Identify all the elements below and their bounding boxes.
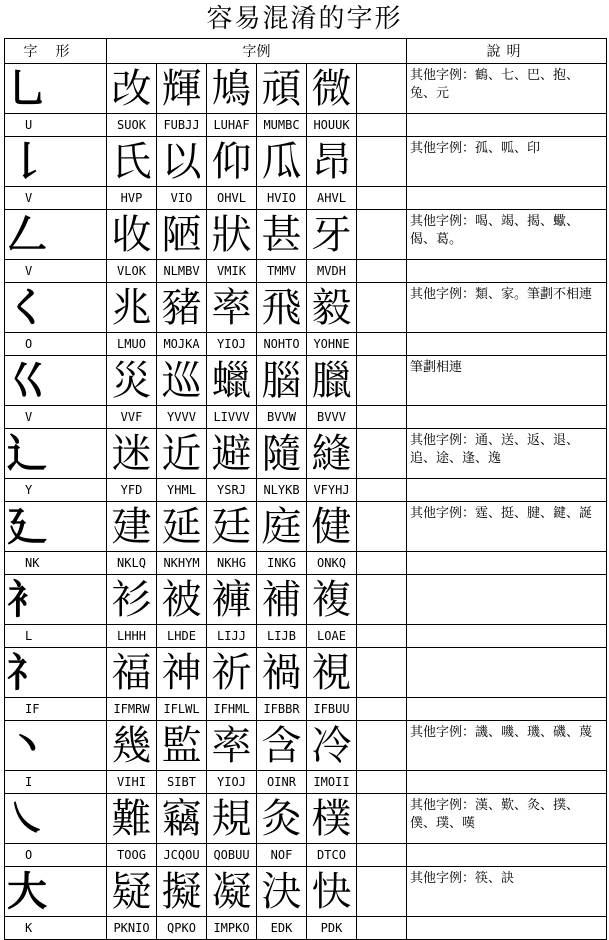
example-char: 福	[107, 648, 157, 698]
spacer-cell	[357, 210, 407, 260]
example-char: 被	[157, 575, 207, 625]
radical-code: O	[5, 333, 107, 356]
spacer-cell	[357, 867, 407, 917]
explanation-note: 筆劃相連	[407, 356, 607, 406]
cangjie-code: SUOK	[107, 114, 157, 137]
code-row	[5, 698, 607, 721]
explanation-note: 其他字例：喝、竭、揭、蠍、偈、葛。	[407, 210, 607, 260]
radical-glyph: 乚	[5, 64, 107, 114]
radical-glyph: ㇏	[5, 794, 107, 844]
code-row	[5, 333, 607, 356]
example-char: 視	[307, 648, 357, 698]
cangjie-code: HVP	[107, 187, 157, 210]
spacer-cell	[357, 114, 407, 137]
radical-glyph: 辶	[5, 429, 107, 479]
radical-glyph: 廴	[5, 502, 107, 552]
header-form: 字形	[5, 39, 107, 64]
code-row	[5, 114, 607, 137]
cangjie-code: NKLQ	[107, 552, 157, 575]
explanation-note: 其他字例：霆、挺、腱、鍵、誕	[407, 502, 607, 552]
example-char: 微	[307, 64, 357, 114]
example-char: 冷	[307, 721, 357, 771]
cangjie-code: IFBUU	[307, 698, 357, 721]
example-char: 決	[257, 867, 307, 917]
cangjie-code: IFHML	[207, 698, 257, 721]
spacer-cell	[357, 260, 407, 283]
cangjie-code: IFLWL	[157, 698, 207, 721]
example-char: 複	[307, 575, 357, 625]
cangjie-code: ONKQ	[307, 552, 357, 575]
radical-code: O	[5, 844, 107, 867]
cangjie-code: TOOG	[107, 844, 157, 867]
example-char: 頑	[257, 64, 307, 114]
cangjie-code: MVDH	[307, 260, 357, 283]
spacer-cell	[357, 137, 407, 187]
example-char: 以	[157, 137, 207, 187]
example-char: 廷	[207, 502, 257, 552]
cangjie-code: VLOK	[107, 260, 157, 283]
example-char: 祈	[207, 648, 257, 698]
glyph-row	[5, 64, 607, 114]
cangjie-code: YOHNE	[307, 333, 357, 356]
example-char: 凝	[207, 867, 257, 917]
spacer-cell	[357, 356, 407, 406]
glyph-row	[5, 137, 607, 187]
code-row	[5, 844, 607, 867]
cangjie-code: MUMBC	[257, 114, 307, 137]
note-spacer-cell	[407, 479, 607, 502]
cangjie-code: BVVV	[307, 406, 357, 429]
cangjie-code: IMPKO	[207, 917, 257, 940]
page-title: 容易混淆的字形	[206, 4, 403, 34]
spacer-cell	[357, 479, 407, 502]
cangjie-code: BVVW	[257, 406, 307, 429]
example-char: 衫	[107, 575, 157, 625]
cangjie-code: FUBJJ	[157, 114, 207, 137]
cangjie-code: LUHAF	[207, 114, 257, 137]
example-char: 輝	[157, 64, 207, 114]
glyph-row	[5, 721, 607, 771]
radical-glyph: 巜	[5, 356, 107, 406]
cangjie-code: EDK	[257, 917, 307, 940]
note-spacer-cell	[407, 771, 607, 794]
glyph-row	[5, 867, 607, 917]
example-char: 迷	[107, 429, 157, 479]
explanation-note	[407, 648, 607, 698]
spacer-cell	[357, 64, 407, 114]
glyph-row	[5, 648, 607, 698]
example-char: 建	[107, 502, 157, 552]
example-char: 疑	[107, 867, 157, 917]
cangjie-code: LHHH	[107, 625, 157, 648]
cangjie-code: OINR	[257, 771, 307, 794]
cangjie-code: YIOJ	[207, 771, 257, 794]
cangjie-code: QPKO	[157, 917, 207, 940]
note-spacer-cell	[407, 406, 607, 429]
radical-code: V	[5, 406, 107, 429]
radical-glyph: 大	[5, 867, 107, 917]
glyph-row	[5, 575, 607, 625]
radical-glyph: 𠄌	[5, 137, 107, 187]
spacer-cell	[357, 429, 407, 479]
example-char: 快	[307, 867, 357, 917]
radical-code: K	[5, 917, 107, 940]
cangjie-code: IFBBR	[257, 698, 307, 721]
example-char: 神	[157, 648, 207, 698]
spacer-cell	[357, 552, 407, 575]
note-spacer-cell	[407, 333, 607, 356]
cangjie-code: NLMBV	[157, 260, 207, 283]
example-char: 補	[257, 575, 307, 625]
example-char: 隨	[257, 429, 307, 479]
cangjie-code: LOAE	[307, 625, 357, 648]
radical-glyph: 衤	[5, 575, 107, 625]
cangjie-code: VIO	[157, 187, 207, 210]
example-char: 樸	[307, 794, 357, 844]
radical-glyph: 𠃋	[5, 210, 107, 260]
spacer-cell	[357, 575, 407, 625]
spacer-cell	[357, 283, 407, 333]
example-char: 鳩	[207, 64, 257, 114]
cangjie-code: INKG	[257, 552, 307, 575]
code-row	[5, 771, 607, 794]
radical-code: L	[5, 625, 107, 648]
note-spacer-cell	[407, 917, 607, 940]
spacer-cell	[357, 625, 407, 648]
explanation-note: 其他字例：類、家。筆劃不相連	[407, 283, 607, 333]
cangjie-code: PDK	[307, 917, 357, 940]
code-row	[5, 917, 607, 940]
example-char: 難	[107, 794, 157, 844]
cangjie-code: MOJKA	[157, 333, 207, 356]
cangjie-code: YIOJ	[207, 333, 257, 356]
cangjie-code: LMUO	[107, 333, 157, 356]
example-char: 飛	[257, 283, 307, 333]
explanation-note: 其他字例：筷、訣	[407, 867, 607, 917]
cangjie-code: SIBT	[157, 771, 207, 794]
example-char: 幾	[107, 721, 157, 771]
glyph-row	[5, 502, 607, 552]
example-char: 縫	[307, 429, 357, 479]
example-char: 臘	[307, 356, 357, 406]
glyph-row	[5, 356, 607, 406]
explanation-note: 其他字例：孤、呱、印	[407, 137, 607, 187]
example-char: 褲	[207, 575, 257, 625]
code-row	[5, 479, 607, 502]
explanation-note: 其他字例：譏、嘰、璣、磯、蔑	[407, 721, 607, 771]
example-char: 含	[257, 721, 307, 771]
note-spacer-cell	[407, 844, 607, 867]
radical-code: NK	[5, 552, 107, 575]
example-char: 擬	[157, 867, 207, 917]
example-char: 蠟	[207, 356, 257, 406]
spacer-cell	[357, 187, 407, 210]
cangjie-code: HOUUK	[307, 114, 357, 137]
code-row	[5, 625, 607, 648]
spacer-cell	[357, 771, 407, 794]
spacer-cell	[357, 844, 407, 867]
spacer-cell	[357, 721, 407, 771]
char-table	[4, 38, 607, 940]
explanation-note	[407, 575, 607, 625]
code-row	[5, 260, 607, 283]
cangjie-code: JCQOU	[157, 844, 207, 867]
radical-code: V	[5, 260, 107, 283]
radical-glyph: 礻	[5, 648, 107, 698]
example-char: 率	[207, 721, 257, 771]
cangjie-code: IFMRW	[107, 698, 157, 721]
example-char: 腦	[257, 356, 307, 406]
cangjie-code: YHML	[157, 479, 207, 502]
cangjie-code: VIHI	[107, 771, 157, 794]
header-examples: 字例	[107, 39, 407, 64]
spacer-cell	[357, 917, 407, 940]
cangjie-code: QOBUU	[207, 844, 257, 867]
example-char: 兆	[107, 283, 157, 333]
cangjie-code: IMOII	[307, 771, 357, 794]
cangjie-code: LIJJ	[207, 625, 257, 648]
cangjie-code: YSRJ	[207, 479, 257, 502]
note-spacer-cell	[407, 552, 607, 575]
cangjie-code: DTCO	[307, 844, 357, 867]
example-char: 收	[107, 210, 157, 260]
glyph-row	[5, 283, 607, 333]
glyph-row	[5, 794, 607, 844]
spacer-cell	[357, 406, 407, 429]
radical-code: I	[5, 771, 107, 794]
radical-glyph: 丶	[5, 721, 107, 771]
note-spacer-cell	[407, 625, 607, 648]
radical-code: IF	[5, 698, 107, 721]
cangjie-code: PKNIO	[107, 917, 157, 940]
cangjie-code: NKHG	[207, 552, 257, 575]
cangjie-code: NKHYM	[157, 552, 207, 575]
spacer-cell	[357, 794, 407, 844]
spacer-cell	[357, 333, 407, 356]
cangjie-code: TMMV	[257, 260, 307, 283]
example-char: 避	[207, 429, 257, 479]
spacer-cell	[357, 502, 407, 552]
cangjie-code: YFD	[107, 479, 157, 502]
cangjie-code: NLYKB	[257, 479, 307, 502]
cangjie-code: NOHTO	[257, 333, 307, 356]
example-char: 豬	[157, 283, 207, 333]
cangjie-code: VMIK	[207, 260, 257, 283]
example-char: 竊	[157, 794, 207, 844]
explanation-note: 其他字例：漢、歎、灸、撲、僕、璞、嘆	[407, 794, 607, 844]
example-char: 昂	[307, 137, 357, 187]
note-spacer-cell	[407, 698, 607, 721]
example-char: 禍	[257, 648, 307, 698]
cangjie-code: HVIO	[257, 187, 307, 210]
example-char: 災	[107, 356, 157, 406]
example-char: 規	[207, 794, 257, 844]
code-row	[5, 552, 607, 575]
cangjie-code: OHVL	[207, 187, 257, 210]
example-char: 巡	[157, 356, 207, 406]
example-char: 健	[307, 502, 357, 552]
example-char: 改	[107, 64, 157, 114]
cangjie-code: NOF	[257, 844, 307, 867]
explanation-note: 其他字例：通、送、返、退、追、途、逢、逸	[407, 429, 607, 479]
example-char: 延	[157, 502, 207, 552]
cangjie-code: LHDE	[157, 625, 207, 648]
spacer-cell	[357, 648, 407, 698]
radical-code: U	[5, 114, 107, 137]
example-char: 近	[157, 429, 207, 479]
note-spacer-cell	[407, 114, 607, 137]
cangjie-code: YVVV	[157, 406, 207, 429]
header-explanation: 說明	[407, 39, 607, 64]
example-char: 毅	[307, 283, 357, 333]
explanation-note: 其他字例：鶴、七、巴、抱、兔、元	[407, 64, 607, 114]
code-row	[5, 187, 607, 210]
cangjie-code: VFYHJ	[307, 479, 357, 502]
example-char: 灸	[257, 794, 307, 844]
example-char: 氏	[107, 137, 157, 187]
cangjie-code: VVF	[107, 406, 157, 429]
cangjie-code: LIJB	[257, 625, 307, 648]
note-spacer-cell	[407, 187, 607, 210]
note-spacer-cell	[407, 260, 607, 283]
spacer-cell	[357, 698, 407, 721]
radical-code: V	[5, 187, 107, 210]
example-char: 率	[207, 283, 257, 333]
example-char: 仰	[207, 137, 257, 187]
radical-code: Y	[5, 479, 107, 502]
example-char: 牙	[307, 210, 357, 260]
example-char: 瓜	[257, 137, 307, 187]
glyph-row	[5, 429, 607, 479]
example-char: 庭	[257, 502, 307, 552]
cangjie-code: AHVL	[307, 187, 357, 210]
example-char: 甚	[257, 210, 307, 260]
example-char: 陋	[157, 210, 207, 260]
example-char: 狀	[207, 210, 257, 260]
example-char: 監	[157, 721, 207, 771]
cangjie-code: LIVVV	[207, 406, 257, 429]
code-row	[5, 406, 607, 429]
radical-glyph: く	[5, 283, 107, 333]
glyph-row	[5, 210, 607, 260]
